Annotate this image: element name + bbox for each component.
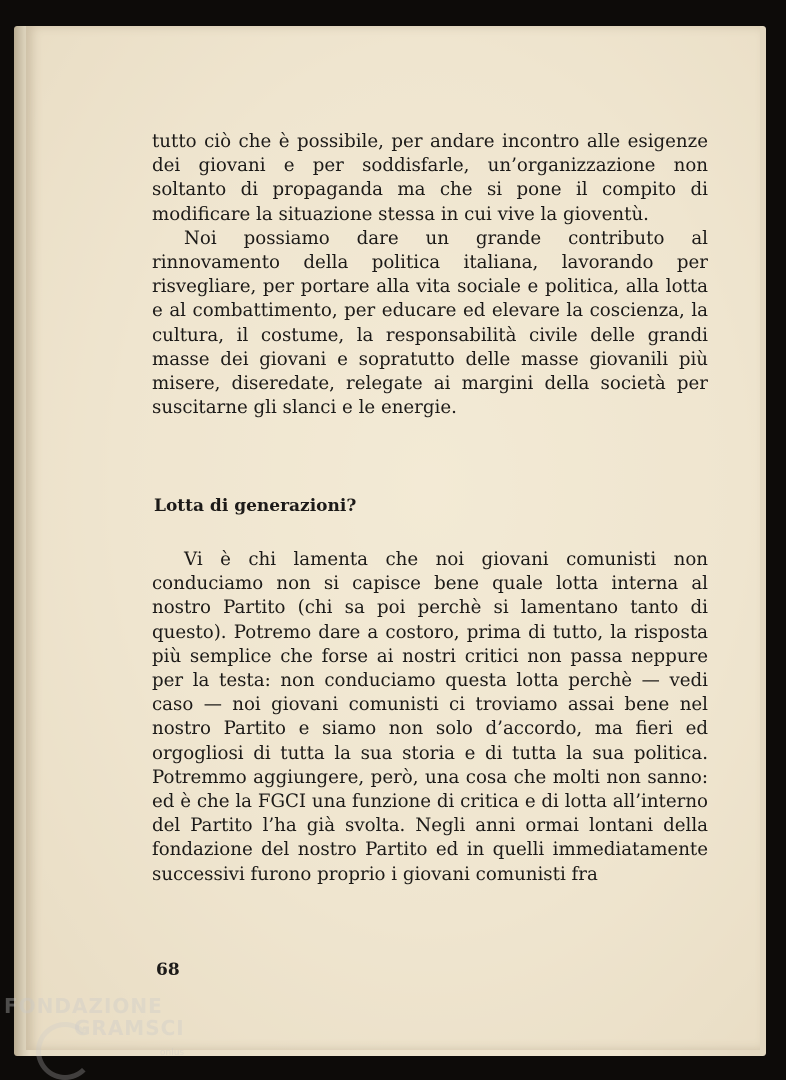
paragraph: Vi è chi lamenta che noi giovani comunisti non conduciamo non si capisce bene quale lotta interna al nostro Partito (chi sa poi perchè si lamentano tanto di questo). Potremo dare a costoro, prima di tutto, la risposta più semplice che forse ai nostri critici non passa neppure per la testa: non conduciamo questa lotta perchè — vedi caso — noi giovani comunisti ci troviamo assai bene nel nostro Partito e siamo non solo d’accordo, ma fieri ed orgogliosi di tutta la sua storia e di tutta la sua politica. Potremmo aggiungere, però, una cosa che molti non sanno: ed è che la FGCI una funzione di critica e di lotta all’interno del Partito l’ha già svolta. Negli anni ormai lontani della fondazione del nostro Partito ed in quelli immediatamente successivi furono proprio i giovani comunisti fra (152, 549, 708, 885)
body-text-top (152, 130, 708, 420)
watermark-line-2: GRAMSCI (74, 1016, 185, 1040)
watermark-onlus: onlus (160, 1048, 185, 1058)
paragraph-continued: tutto ciò che è possibile, per andare incontro alle esigenze dei giovani e per soddisfarle, un’organizzazione non soltanto di propaganda ma che si pone il compito di modificare la situazione stessa in cui vive la gioventù. (152, 131, 708, 225)
watermark-logo (2, 992, 202, 1078)
section-heading: Lotta di generazioni? (154, 496, 357, 516)
page (26, 26, 760, 1050)
watermark-line-1: FONDAZIONE (4, 994, 163, 1018)
page-number: 68 (156, 960, 180, 980)
paragraph: Noi possiamo dare un grande contributo al rinnovamento della politica italiana, lavorando per risvegliare, per portare alla vita sociale e politica, alla lotta e al combattimento, per educare ed elevare la coscienza, la cultura, il costume, la responsabilità civile delle grandi masse dei giovani e sopratutto delle masse giovanili più misere, diseredate, relegate ai margini della società per suscitarne gli slanci e le energie. (152, 227, 708, 419)
body-text-section (152, 548, 708, 887)
